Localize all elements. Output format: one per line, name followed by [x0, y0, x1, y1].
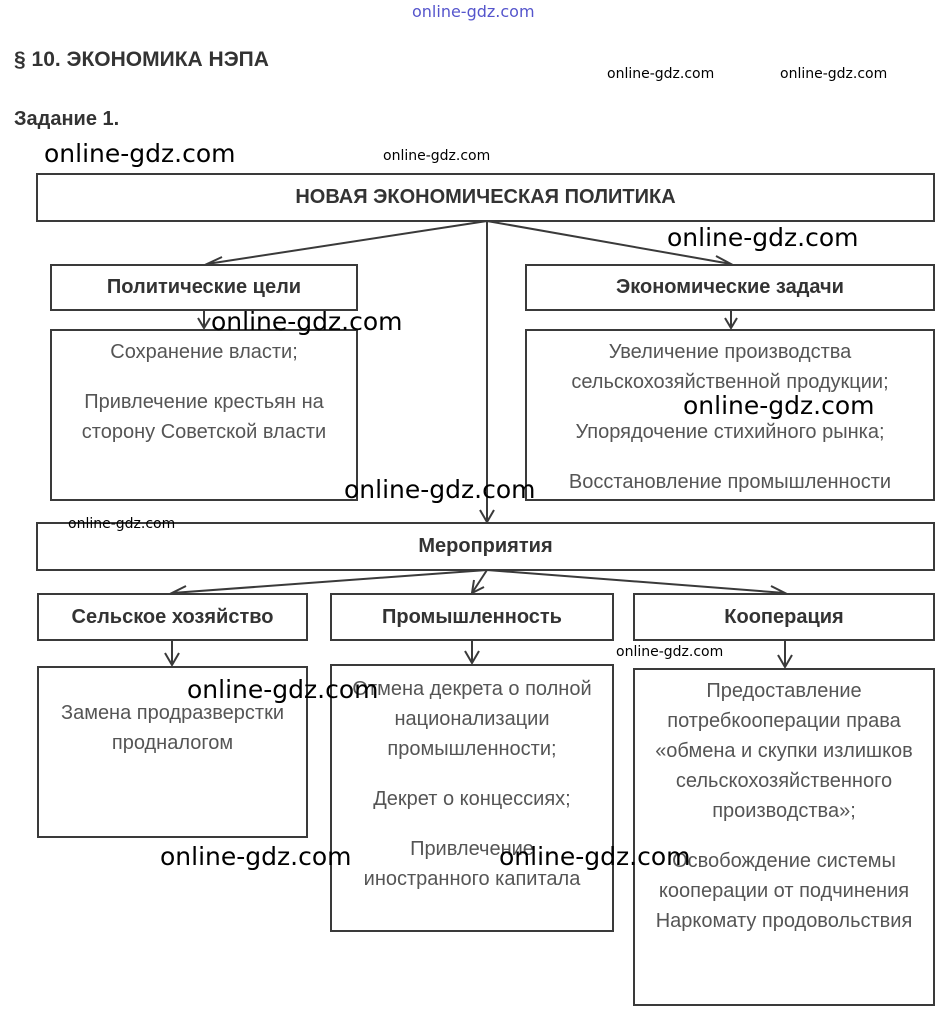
watermark: online-gdz.com [607, 66, 715, 82]
political-goals-title: Политические цели [106, 276, 302, 298]
cooperation-item-1: Предоставление потребкооперации права «обмена и скупки излишков сельскохозяйственного производства»; [655, 680, 913, 822]
industry-box [330, 593, 614, 641]
industry-item-3: Привлечение иностранного капитала [363, 838, 581, 890]
watermark: online-gdz.com [616, 644, 724, 660]
arrowhead-industry [472, 580, 484, 593]
economic-item-2: Упорядочение стихийного рынка; [575, 421, 885, 443]
watermark: online-gdz.com [68, 516, 176, 532]
agriculture-item-1: Замена продразверстки продналогом [60, 702, 285, 754]
industry-item-1: Отмена декрета о полной национализации промышленности; [352, 678, 592, 760]
economic-item-3: Восстановление промышленности [568, 471, 892, 493]
watermark: online-gdz.com [683, 391, 875, 420]
root-box [36, 173, 935, 222]
political-goals-content [50, 329, 358, 501]
task-label: Задание 1. [14, 108, 120, 130]
watermark: online-gdz.com [187, 675, 379, 704]
industry-item-2: Декрет о концессиях; [373, 788, 571, 810]
cooperation-title: Кооперация [724, 605, 844, 628]
political-goals-box [50, 264, 358, 311]
watermark: online-gdz.com [344, 475, 536, 504]
economic-item-1: Увеличение производства сельскохозяйственной продукции; [571, 341, 889, 393]
watermark: online-gdz.com [499, 842, 691, 871]
root-label: НОВАЯ ЭКОНОМИЧЕСКАЯ ПОЛИТИКА [295, 186, 676, 208]
measures-label: Мероприятия [418, 535, 553, 557]
cooperation-item-2: Освобождение системы кооперации от подчинения Наркомату продовольствия [655, 850, 913, 932]
watermark: online-gdz.com [160, 842, 352, 871]
economic-tasks-title: Экономические задачи [616, 276, 844, 298]
cooperation-box [633, 593, 935, 641]
site-tag: online-gdz.com [412, 2, 535, 21]
section-title: § 10. ЭКОНОМИКА НЭПА [14, 48, 269, 71]
agriculture-box [37, 593, 308, 641]
cooperation-content [633, 668, 935, 1006]
agriculture-title: Сельское хозяйство [71, 605, 274, 628]
industry-content [330, 664, 614, 932]
connector-measures-cooperation [487, 570, 785, 593]
watermark: online-gdz.com [44, 139, 236, 168]
connector-measures-agriculture [172, 570, 487, 593]
industry-title: Промышленность [382, 605, 562, 628]
watermark: online-gdz.com [211, 307, 403, 336]
watermark: online-gdz.com [383, 148, 491, 164]
watermark: online-gdz.com [667, 223, 859, 252]
political-item-2: Привлечение крестьян на сторону Советской власти [81, 391, 327, 443]
economic-tasks-box [525, 264, 935, 311]
connector-root-political [207, 221, 487, 264]
political-item-1: Сохранение власти; [110, 341, 298, 363]
watermark: online-gdz.com [780, 66, 888, 82]
